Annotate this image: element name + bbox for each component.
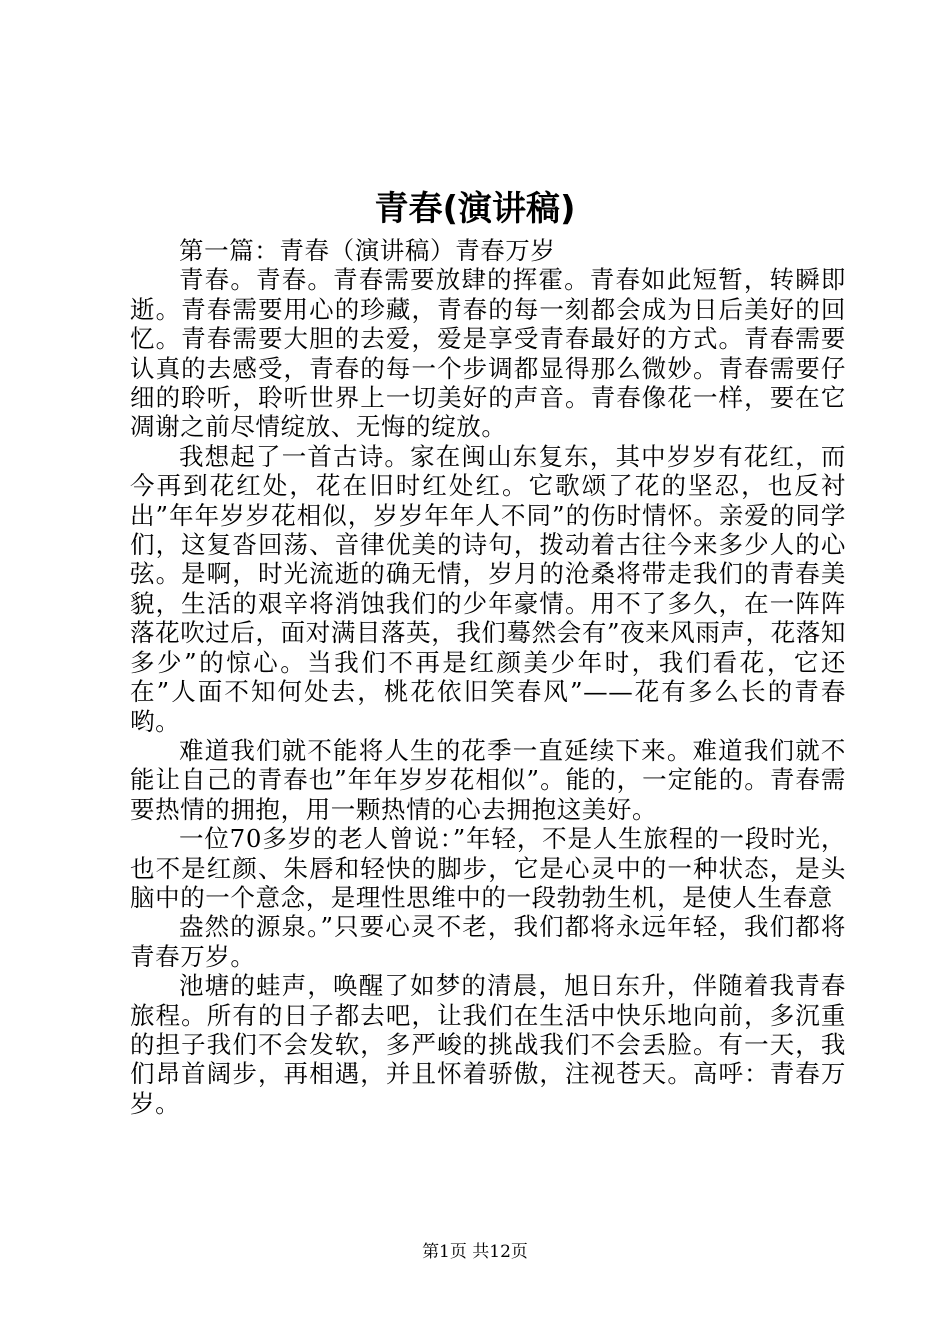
- paragraph-5: 盎然的源泉。”只要心灵不老，我们都将永远年轻，我们都将青春万岁。: [130, 912, 846, 971]
- document-body: [130, 236, 846, 1118]
- paragraph-1: 青春。青春。青春需要放肆的挥霍。青春如此短暂，转瞬即逝。青春需要用心的珍藏，青春的每一刻都会成为日后美好的回忆。青春需要大胆的去爱，爱是享受青春最好的方式。青春需要认真的去感受，青春的每一个步调都显得那么微妙。青春需要仔细的聆听，聆听世界上一切美好的声音。青春像花一样，要在它凋谢之前尽情绽放、无悔的绽放。: [130, 265, 846, 442]
- document-subtitle: 第一篇：青春（演讲稿）青春万岁: [179, 236, 556, 265]
- document-title: 青春(演讲稿): [374, 189, 576, 229]
- paragraph-3: 难道我们就不能将人生的花季一直延续下来。难道我们就不能让自己的青春也”年年岁岁花相似”。能的，一定能的。青春需要热情的拥抱，用一颗热情的心去拥抱这美好。: [130, 735, 846, 824]
- paragraph-6: 池塘的蛙声，唤醒了如梦的清晨，旭日东升，伴随着我青春旅程。所有的日子都去吧，让我们在生活中快乐地向前，多沉重的担子我们不会发软，多严峻的挑战我们不会丢脸。有一天，我们昂首阔步，再相遇，并且怀着骄傲，注视苍天。高呼：青春万岁。: [130, 971, 846, 1118]
- paragraph-2: 我想起了一首古诗。家在闽山东复东，其中岁岁有花红，而今再到花红处，花在旧时红处红。它歌颂了花的坚忍，也反衬出”年年岁岁花相似，岁岁年年人不同”的伤时情怀。亲爱的同学们，这复沓回荡、音律优美的诗句，拨动着古往今来多少人的心弦。是啊，时光流逝的确无情，岁月的沧桑将带走我们的青春美貌，生活的艰辛将消蚀我们的少年豪情。用不了多久，在一阵阵落花吹过后，面对满目落英，我们蓦然会有”夜来风雨声，花落知多少”的惊心。当我们不再是红颜美少年时，我们看花，它还在”人面不知何处去，桃花依旧笑春风”——花有多么长的青春哟。: [130, 441, 846, 736]
- paragraph-4: 一位70多岁的老人曾说：”年轻，不是人生旅程的一段时光，也不是红颜、朱唇和轻快的脚步，它是心灵中的一种状态，是头脑中的一个意念，是理性思维中的一段勃勃生机，是使人生春意: [130, 824, 846, 912]
- page-footer: 第1页 共12页: [422, 1242, 528, 1262]
